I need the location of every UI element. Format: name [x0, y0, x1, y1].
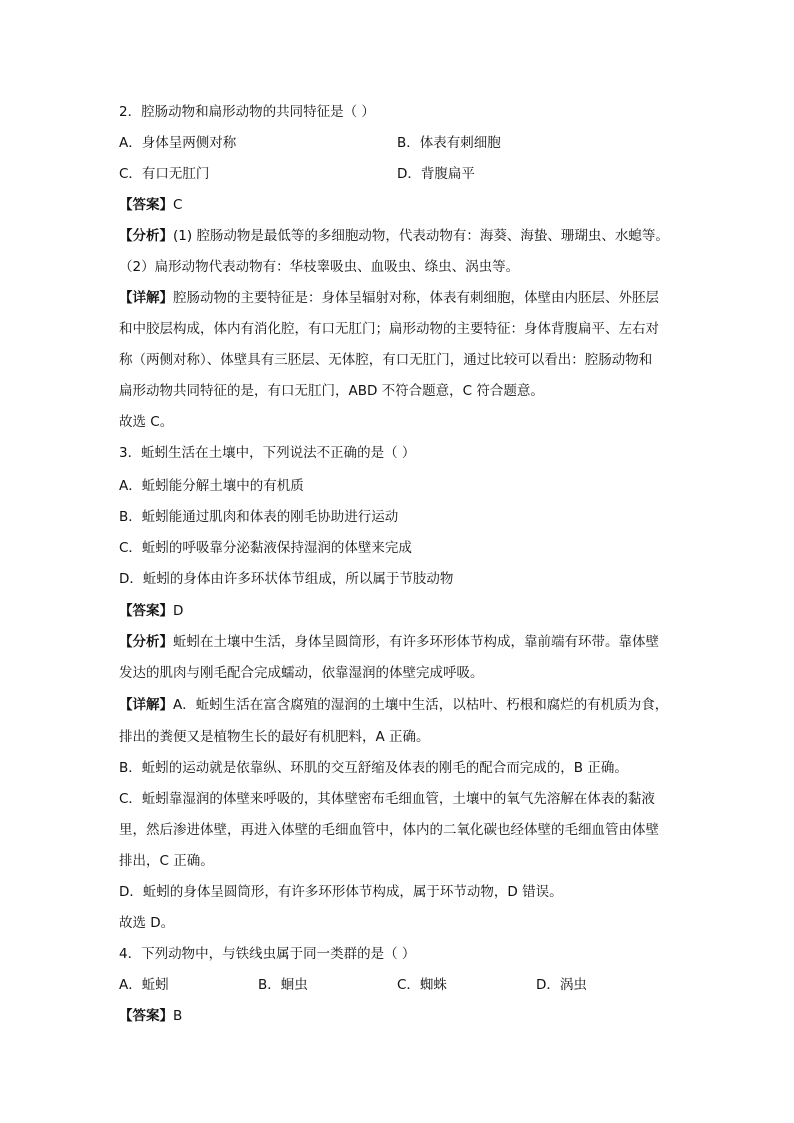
question-3-option-b: B．蚯蚓能通过肌肉和体表的刚毛协助进行运动 [119, 509, 399, 525]
question-4-option-d: D．涡虫 [536, 977, 587, 993]
question-3-stem: 3．蚯蚓生活在土壤中，下列说法不正确的是（ ） [119, 445, 416, 461]
question-2-option-d: D．背腹扁平 [397, 166, 475, 182]
question-3-analysis-line-1 [119, 632, 659, 652]
question-3-option-d: D．蚯蚓的身体由许多环状体节组成，所以属于节肢动物 [119, 571, 454, 587]
question-2-option-c: C．有口无肛门 [119, 166, 210, 182]
question-4-option-a: A．蚯蚓 [119, 977, 169, 993]
analysis-text: 蚯蚓在土壤中生活，身体呈圆筒形，有许多环形体节构成，靠前端有环带。靠体壁 [173, 634, 659, 650]
answer-value: D [173, 603, 184, 619]
question-2-detail-line-4: 扁形动物共同特征的是，有口无肛门，ABD 不符合题意，C 符合题意。 [119, 383, 544, 399]
question-2-conclusion: 故选 C。 [119, 414, 174, 430]
question-2-analysis-line-2: （2）扁形动物代表动物有：华枝睾吸虫、血吸虫、绦虫、涡虫等。 [119, 259, 520, 275]
question-2-answer [119, 195, 182, 215]
question-2-stem: 2．腔肠动物和扁形动物的共同特征是（ ） [119, 104, 375, 120]
analysis-text: (1) 腔肠动物是最低等的多细胞动物，代表动物有：海葵、海蛰、珊瑚虫、水螅等。 [173, 228, 669, 244]
analysis-tag: 【分析】 [119, 228, 173, 244]
question-3-detail-line-4: C．蚯蚓靠湿润的体壁来呼吸的，其体壁密布毛细血管，土壤中的氧气先溶解在体表的黏液 [119, 791, 655, 807]
question-4-stem: 4．下列动物中，与铁线虫属于同一类群的是（ ） [119, 946, 416, 962]
detail-text: 腔肠动物的主要特征是：身体呈辐射对称，体表有刺细胞，体壁由内胚层、外胚层 [173, 290, 659, 306]
question-3-detail-line-5: 里，然后渗进体壁，再进入体壁的毛细血管中，体内的二氧化碳也经体壁的毛细血管由体壁 [119, 822, 659, 838]
answer-value: C [173, 197, 183, 213]
question-3-detail-line-6: 排出，C 正确。 [119, 853, 214, 869]
question-4-option-b: B．蛔虫 [258, 977, 308, 993]
detail-text: A．蚯蚓生活在富含腐殖的湿润的土壤中生活，以枯叶、朽根和腐烂的有机质为食， [173, 697, 669, 713]
question-3-detail-line-3: B．蚯蚓的运动就是依靠纵、环肌的交互舒缩及体表的刚毛的配合而完成的，B 正确。 [119, 760, 628, 776]
question-3-option-c: C．蚯蚓的呼吸靠分泌黏液保持湿润的体壁来完成 [119, 540, 412, 556]
question-2-option-a: A．身体呈两侧对称 [119, 135, 237, 151]
question-3-detail-line-2: 排出的粪便又是植物生长的最好有机肥料，A 正确。 [119, 729, 430, 745]
analysis-tag: 【分析】 [119, 634, 173, 650]
answer-tag: 【答案】 [119, 603, 173, 619]
answer-tag: 【答案】 [119, 197, 173, 213]
question-3-option-a: A．蚯蚓能分解土壤中的有机质 [119, 478, 304, 494]
question-2-detail-line-2: 和中胶层构成，体内有消化腔，有口无肛门；扁形动物的主要特征：身体背腹扁平、左右对 [119, 321, 659, 337]
question-3-analysis-line-2: 发达的肌肉与刚毛配合完成蠕动，依靠湿润的体壁完成呼吸。 [119, 665, 484, 681]
answer-tag: 【答案】 [119, 1008, 173, 1024]
question-2-analysis-line-1 [119, 226, 669, 246]
question-2-detail-line-3: 称（两侧对称）、体壁具有三胚层、无体腔，有口无肛门，通过比较可以看出：腔肠动物和 [119, 352, 653, 368]
detail-tag: 【详解】 [119, 290, 173, 306]
question-3-answer [119, 601, 183, 621]
question-4-answer [119, 1006, 182, 1026]
detail-tag: 【详解】 [119, 697, 173, 713]
question-4-option-c: C．蜘蛛 [397, 977, 447, 993]
question-3-detail-line-7: D．蚯蚓的身体呈圆筒形，有许多环形体节构成，属于环节动物，D 错误。 [119, 884, 563, 900]
answer-value: B [173, 1008, 183, 1024]
question-2-detail-line-1 [119, 288, 659, 308]
question-3-conclusion: 故选 D。 [119, 915, 175, 931]
question-2-option-b: B．体表有刺细胞 [397, 135, 501, 151]
question-3-detail-line-1 [119, 695, 668, 715]
